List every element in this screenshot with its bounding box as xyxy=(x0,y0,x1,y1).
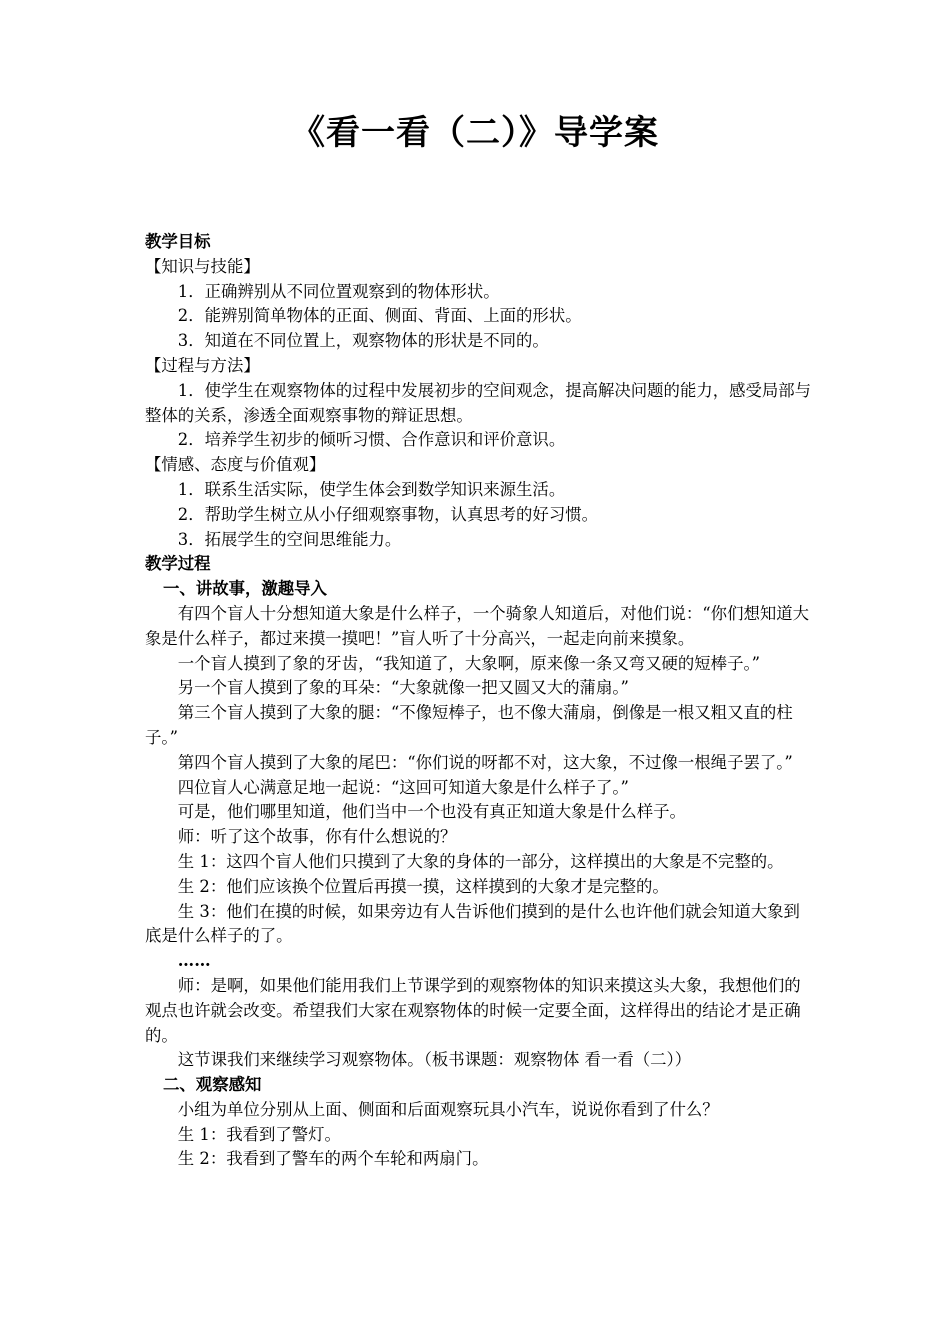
paragraph: 小组为单位分别从上面、侧面和后面观察玩具小汽车，说说你看到了什么？ xyxy=(177,1099,719,1119)
list-item: 1．使学生在观察物体的过程中发展初步的空间观念，提高解决问题的能力，感受局部与整体的关系，渗透全面观察事物的辩证思想。 xyxy=(145,380,812,425)
document-title: 《看一看（二）》导学案 xyxy=(291,113,659,153)
paragraph: 一个盲人摸到了象的牙齿，“我知道了，大象啊，原来像一条又弯又硬的短棒子。” xyxy=(177,653,761,673)
subheading-emotion: 【情感、态度与价值观】 xyxy=(145,455,326,475)
subheading-process: 【过程与方法】 xyxy=(145,355,260,375)
paragraph: 这节课我们来继续学习观察物体。（板书课题：观察物体 看一看（二）） xyxy=(177,1050,692,1070)
list-item: 2．帮助学生树立从小仔细观察事物，认真思考的好习惯。 xyxy=(177,504,598,524)
ellipsis: …… xyxy=(177,951,211,971)
section-heading-process: 教学过程 xyxy=(145,554,211,574)
document-body xyxy=(145,230,815,1172)
paragraph: 第三个盲人摸到了大象的腿：“不像短棒子，也不像大蒲扇，倒像是一根又粗又直的柱子。” xyxy=(145,703,793,747)
paragraph: 生 3：他们在摸的时候，如果旁边有人告诉他们摸到的是什么也许他们就会知道大象到底是什么样子的了。 xyxy=(145,901,800,946)
paragraph: 生 1：我看到了警灯。 xyxy=(177,1124,341,1144)
paragraph: 师：听了这个故事，你有什么想说的？ xyxy=(177,827,457,847)
list-item: 1．正确辨别从不同位置观察到的物体形状。 xyxy=(177,281,500,301)
paragraph: 可是，他们哪里知道，他们当中一个也没有真正知道大象是什么样子。 xyxy=(177,802,686,822)
paragraph: 师：是啊，如果他们能用我们上节课学到的观察物体的知识来摸这头大象，我想他们的观点也许就会改变。希望我们大家在观察物体的时候一定要全面，这样得出的结论才是正确的。 xyxy=(145,975,801,1045)
section-heading-goals: 教学目标 xyxy=(145,232,211,251)
paragraph: 四位盲人心满意足地一起说：“这回可知道大象是什么样子了。” xyxy=(177,777,629,797)
paragraph: 第四个盲人摸到了大象的尾巴：“你们说的呀都不对，这大象，不过像一根绳子罢了。” xyxy=(177,752,793,772)
list-item: 3．拓展学生的空间思维能力。 xyxy=(177,529,402,549)
part-heading-observe: 二、观察感知 xyxy=(163,1075,262,1095)
part-heading-story: 一、讲故事，激趣导入 xyxy=(163,579,327,599)
paragraph: 生 2：我看到了警车的两个车轮和两扇门。 xyxy=(177,1149,489,1169)
paragraph: 生 2：他们应该换个位置后再摸一摸，这样摸到的大象才是完整的。 xyxy=(177,876,669,896)
list-item: 2．能辨别简单物体的正面、侧面、背面、上面的形状。 xyxy=(177,306,582,326)
paragraph: 另一个盲人摸到了象的耳朵：“大象就像一把又圆又大的蒲扇。” xyxy=(177,678,629,698)
paragraph: 有四个盲人十分想知道大象是什么样子，一个骑象人知道后，对他们说：“你们想知道大象是什么样子，都过来摸一摸吧！”盲人听了十分高兴，一起走向前来摸象。 xyxy=(145,603,810,648)
list-item: 3．知道在不同位置上，观察物体的形状是不同的。 xyxy=(177,331,549,351)
paragraph: 生 1：这四个盲人他们只摸到了大象的身体的一部分，这样摸出的大象是不完整的。 xyxy=(177,851,784,871)
list-item: 2．培养学生初步的倾听习惯、合作意识和评价意识。 xyxy=(177,430,566,450)
list-item: 1．联系生活实际，使学生体会到数学知识来源生活。 xyxy=(177,479,566,499)
subheading-knowledge: 【知识与技能】 xyxy=(145,256,260,276)
